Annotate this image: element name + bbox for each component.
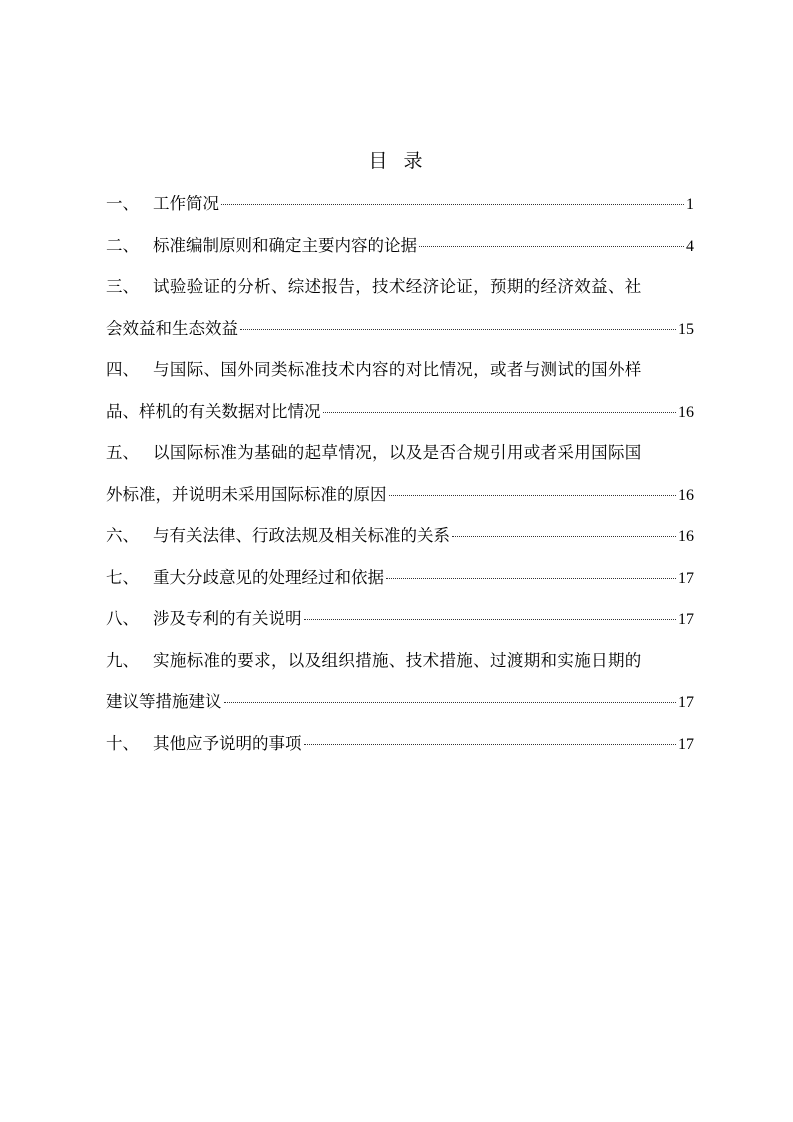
toc-entry-title-line1: 以国际标准为基础的起草情况，以及是否合规引用或者采用国际国	[153, 443, 642, 462]
toc-dot-leader	[452, 536, 676, 537]
toc-entry[interactable]	[106, 187, 694, 229]
toc-entry-title-line1: 实施标准的要求，以及组织措施、技术措施、过渡期和实施日期的	[153, 650, 642, 670]
toc-entry[interactable]	[106, 229, 694, 271]
toc-entry[interactable]	[106, 602, 694, 644]
toc-entry-number: 四、	[106, 360, 139, 379]
toc-entry-title-line2: 外标准，并说明未采用国际标准的原因	[106, 484, 387, 504]
toc-entry-title-line1: 试验验证的分析、综述报告，技术经济论证，预期的经济效益、社	[153, 277, 642, 296]
toc-entry-number: 七、	[106, 567, 139, 587]
toc-entry-number: 八、	[106, 609, 139, 628]
table-of-contents	[106, 187, 694, 768]
toc-entry-number: 二、	[106, 235, 139, 255]
toc-title: 目 录	[368, 150, 425, 172]
toc-page-number: 4	[686, 237, 694, 255]
toc-entry-number: 一、	[106, 194, 139, 213]
toc-dot-leader	[304, 619, 677, 620]
toc-entry-title-line2: 建议等措施建议	[106, 692, 222, 711]
toc-dot-leader	[304, 744, 677, 745]
toc-page-number: 15	[678, 320, 694, 338]
toc-entry[interactable]	[106, 561, 694, 603]
toc-entry-number: 五、	[106, 443, 139, 462]
toc-entry-number: 十、	[106, 733, 139, 753]
toc-page-number: 16	[678, 403, 694, 421]
toc-entry[interactable]	[106, 644, 694, 727]
toc-entry[interactable]	[106, 727, 694, 769]
toc-dot-leader	[323, 412, 677, 413]
toc-page-number: 1	[686, 196, 694, 213]
toc-entry-title: 工作简况	[153, 194, 219, 213]
toc-page-number: 17	[678, 569, 694, 587]
toc-dot-leader	[221, 204, 684, 205]
toc-entry[interactable]	[106, 353, 694, 436]
toc-entry-title: 涉及专利的有关说明	[153, 609, 302, 628]
toc-entry[interactable]	[106, 270, 694, 353]
toc-entry[interactable]	[106, 436, 694, 519]
toc-entry-title: 其他应予说明的事项	[153, 733, 302, 753]
toc-entry-number: 六、	[106, 526, 139, 545]
toc-entry-title-line2: 品、样机的有关数据对比情况	[106, 401, 321, 421]
toc-entry-number: 九、	[106, 650, 139, 670]
toc-entry[interactable]	[106, 519, 694, 561]
toc-dot-leader	[240, 329, 676, 330]
toc-entry-title: 与有关法律、行政法规及相关标准的关系	[153, 526, 450, 545]
toc-page-number: 16	[678, 528, 694, 545]
toc-dot-leader	[224, 702, 677, 703]
toc-page-number: 17	[678, 694, 694, 711]
toc-dot-leader	[419, 246, 684, 247]
toc-page-number: 16	[678, 486, 694, 504]
toc-entry-number: 三、	[106, 277, 139, 296]
toc-entry-title-line2: 会效益和生态效益	[106, 318, 238, 338]
toc-page-number: 17	[678, 611, 694, 628]
toc-entry-title: 重大分歧意见的处理经过和依据	[153, 567, 384, 587]
toc-dot-leader	[389, 495, 677, 496]
toc-page-number: 17	[678, 735, 694, 753]
toc-entry-title: 标准编制原则和确定主要内容的论据	[153, 235, 417, 255]
toc-entry-title-line1: 与国际、国外同类标准技术内容的对比情况，或者与测试的国外样	[153, 360, 642, 379]
toc-dot-leader	[386, 578, 676, 579]
